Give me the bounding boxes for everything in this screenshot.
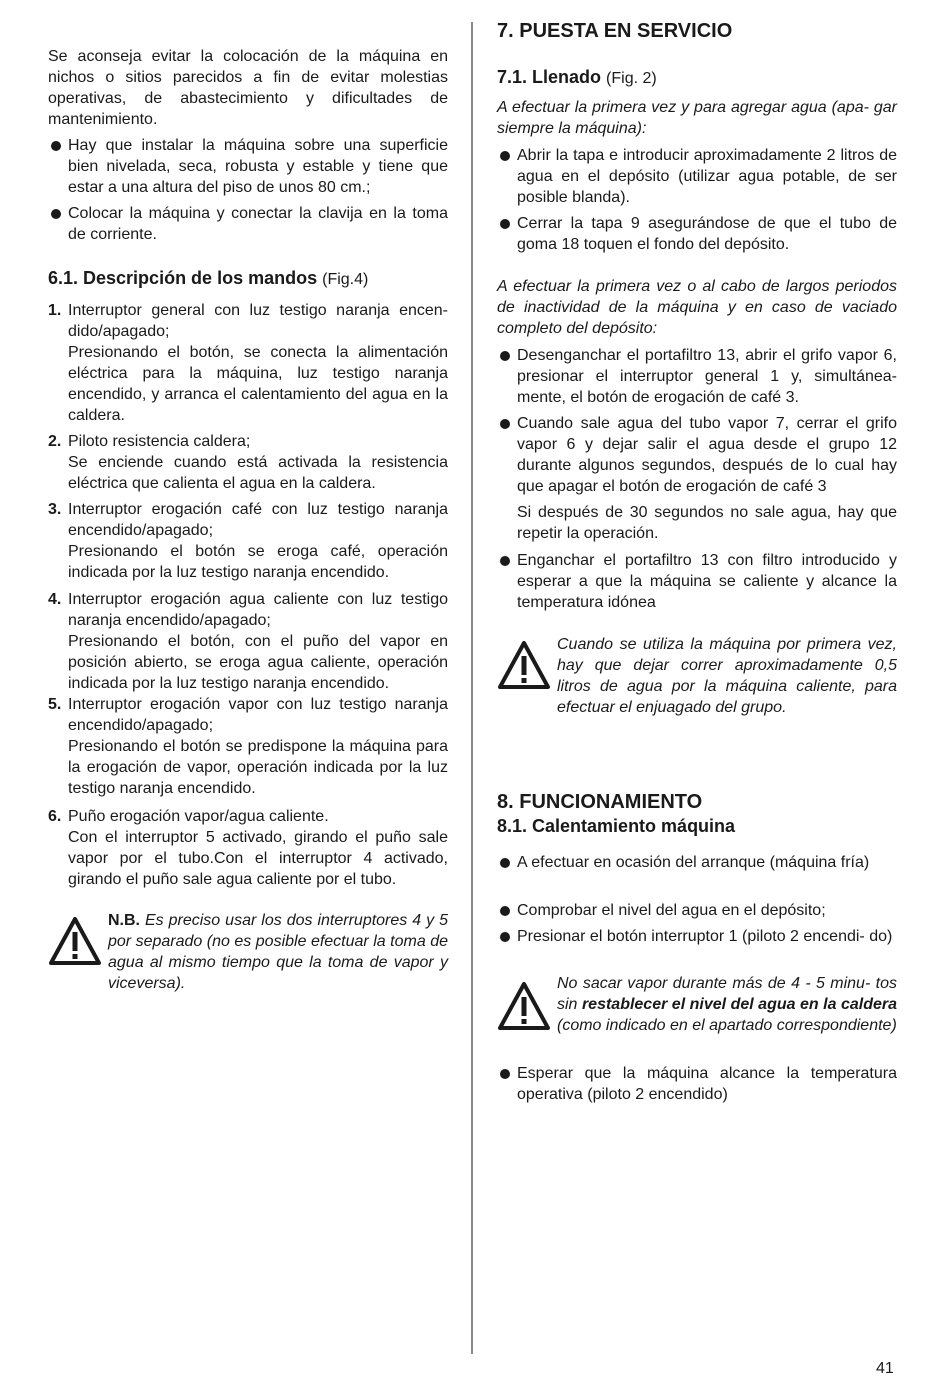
item-description: Presionando el botón, se conecta la alimentación eléctrica para la máquina, luz testigo naranja encendido, y arranca el calentamiento del agua en la caldera. [68,344,448,424]
figure-reference: (Fig. 2) [606,70,657,87]
item-number: 6. [48,808,62,825]
section-title-6-1 [48,267,448,291]
warning-triangle-icon [48,916,102,966]
list-item: Abrir la tapa e introducir aproximadamente 2 litros de agua en el depósito (utilizar agua potable, de ser posible blanda). [497,145,897,208]
list-item: Cerrar la tapa 9 asegurándose de que el tubo de goma 18 toquen el fondo del depósito. [497,213,897,255]
item-description: Presionando el botón, con el puño del vapor en posición abierto, se eroga agua caliente, operación indicada por la luz testigo naranja encendido. [68,633,448,692]
steam-warning [497,973,897,1036]
note-label: N.B. [108,912,140,929]
list-item: Desenganchar el portafiltro 13, abrir el grifo vapor 6, presionar el interruptor general 1 y, simultánea- mente, el botón de erogación de café 3. [497,345,897,408]
item-title: Interruptor general con luz testigo naranja encen- dido/apagado; [68,302,448,340]
item-description: Con el interruptor 5 activado, girando el puño sale vapor por el tubo.Con el interruptor 4 activado, girando el puño sale agua caliente por el tubo. [68,829,448,888]
section-title-text: 6.1. Descripción de los mandos [48,268,318,288]
figure-reference: (Fig.4) [322,271,369,288]
page-number: 41 [876,1360,894,1377]
column-divider [471,22,473,1354]
control-item-2 [48,431,448,494]
control-item-1 [48,300,448,426]
fill-intro: A efectuar la primera vez y para agregar agua (apa- gar siempre la máquina): [497,99,897,137]
list-item: Esperar que la máquina alcance la temperatura operativa (piloto 2 encendido) [497,1063,897,1105]
control-item-6 [48,806,448,890]
control-item-3 [48,499,448,583]
note-warning [48,910,448,994]
item-title: Piloto resistencia caldera; [68,433,251,450]
item-number: 2. [48,433,62,450]
warning-text: Cuando se utiliza la máquina por primera vez, hay que dejar correr aproximadamente 0,5 litros de agua por la máquina caliente, para efectuar el enjuagado del grupo. [557,636,897,716]
warning-triangle-icon [497,640,551,690]
list-item: Enganchar el portafiltro 13 con filtro introducido y esperar a que la máquina se caliente y alcance la temperatura idónea [497,550,897,613]
item-number: 1. [48,302,62,319]
section-title-7-1 [497,66,897,90]
item-description: Se enciende cuando está activada la resistencia eléctrica que calienta el agua en la caldera. [68,454,448,492]
list-item: Presionar el botón interruptor 1 (piloto 2 encendi- do) [497,926,897,947]
note-text: Es preciso usar los dos interruptores 4 y 5 por separado (no es posible efectuar la toma de agua al mismo tiempo que la toma de vapor y viceversa). [108,912,448,992]
item-number: 3. [48,501,62,518]
item-title: Puño erogación vapor/agua caliente. [68,808,329,825]
intro-paragraph: Se aconseja evitar la colocación de la máquina en nichos o sitios parecidos a fin de evitar molestias operativas, de abastecimiento y dificultades de mantenimiento. [48,48,448,128]
list-item: Hay que instalar la máquina sobre una superficie bien nivelada, seca, robusta y estable y tiene que estar a una altura del piso de unos 80 cm.; [48,135,448,198]
list-item: A efectuar en ocasión del arranque (máquina fría) [497,852,897,873]
subsection-title-text: 7.1. Llenado [497,67,602,87]
item-number: 4. [48,591,62,608]
item-description: Presionando el botón se predispone la máquina para la erogación de vapor, operación indicada por la luz testigo naranja encendido. [68,738,448,797]
control-item-5 [48,694,448,799]
section-title-8: 8. FUNCIONAMIENTO [497,791,703,813]
list-item: Colocar la máquina y conectar la clavija en la toma de corriente. [48,203,448,245]
control-item-4 [48,589,448,694]
warning-text-part: No sacar vapor durante más de 4 - 5 minu- tos sin [557,975,897,1013]
warning-text-part: (como indicado en el apartado correspondiente) [557,1017,897,1034]
first-use-warning [497,634,897,718]
item-number: 5. [48,696,62,713]
list-item: Cuando sale agua del tubo vapor 7, cerrar el grifo vapor 6 y dejar salir el agua desde el grupo 12 durante algunos segundos, después de lo cual hay que apagar el botón de erogación de café 3 [497,413,897,497]
follow-up-note: Si después de 30 segundos no sale agua, hay que repetir la operación. [517,504,897,542]
section-title-7: 7. PUESTA EN SERVICIO [497,20,733,42]
item-title: Interruptor erogación agua caliente con luz testigo naranja encendido/apagado; [68,591,448,629]
warning-triangle-icon [497,981,551,1031]
list-item: Comprobar el nivel del agua en el depósito; [497,900,897,921]
first-use-intro: A efectuar la primera vez o al cabo de largos periodos de inactividad de la máquina y en caso de vaciado completo del depósito: [497,278,897,337]
section-title-8-1: 8.1. Calentamiento máquina [497,816,736,836]
warning-emphasis: restablecer el nivel del agua en la caldera [581,996,897,1013]
item-title: Interruptor erogación café con luz testigo naranja encendido/apagado; [68,501,448,539]
item-title: Interruptor erogación vapor con luz testigo naranja encendido/apagado; [68,696,448,734]
item-description: Presionando el botón se eroga café, operación indicada por la luz testigo naranja encendido. [68,543,448,581]
